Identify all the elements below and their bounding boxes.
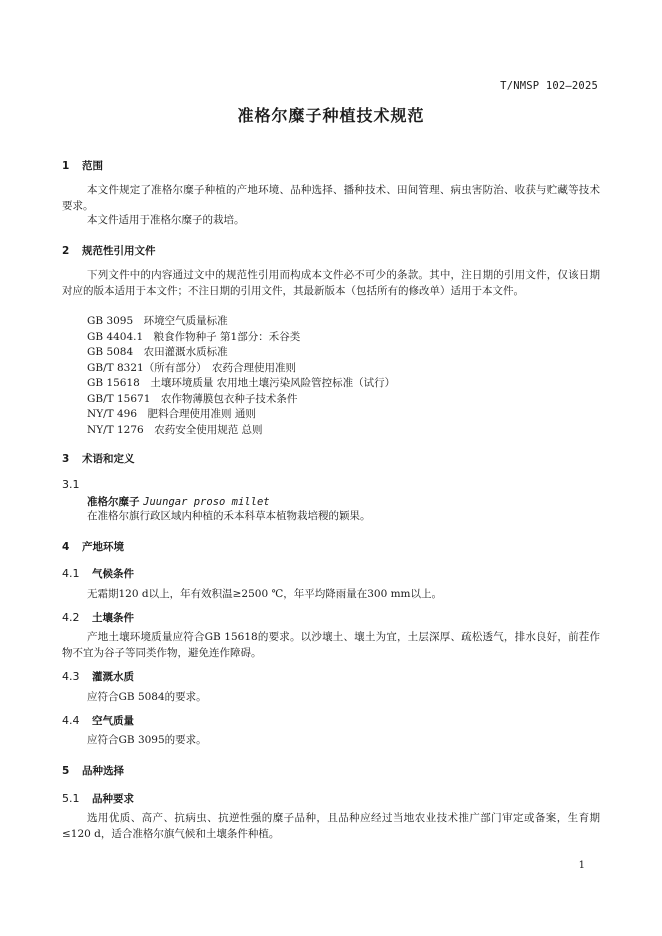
section-number: 1 (62, 160, 70, 172)
section-1-paragraph-1: 本文件规定了准格尔糜子种植的产地环境、品种选择、播种技术、田间管理、病虫害防治、收获与贮藏等技术要求。 (62, 184, 600, 212)
subsection-title: 气候条件 (92, 568, 134, 580)
section-number: 4 (62, 541, 70, 553)
subsection-4-1-heading (62, 566, 134, 581)
section-title: 规范性引用文件 (82, 245, 156, 257)
subsection-title: 灌溉水质 (92, 671, 134, 683)
page-number: 1 (578, 860, 585, 871)
subsection-4-3-paragraph: 应符合GB 5084的要求。 (87, 691, 207, 703)
reference-item: NY/T 496 肥料合理使用准则 通则 (87, 408, 256, 420)
section-title: 术语和定义 (82, 453, 135, 465)
subsection-number: 4.1 (62, 567, 80, 580)
section-number: 3 (62, 453, 70, 465)
subsection-4-3-heading (62, 669, 134, 684)
section-4-heading (62, 539, 124, 554)
subsection-title: 空气质量 (92, 715, 134, 727)
term-number: 3.1 (62, 478, 80, 491)
reference-item: NY/T 1276 农药安全使用规范 总则 (87, 424, 263, 436)
section-title: 范围 (82, 160, 103, 172)
subsection-number: 4.3 (62, 670, 80, 683)
section-3-heading (62, 451, 135, 466)
section-title: 品种选择 (82, 765, 124, 777)
document-title: 准格尔糜子种植技术规范 (237, 106, 425, 125)
subsection-title: 土壤条件 (92, 612, 134, 624)
subsection-number: 4.4 (62, 714, 80, 727)
section-1-paragraph-2: 本文件适用于准格尔糜子的栽培。 (87, 214, 245, 226)
reference-item: GB 4404.1 粮食作物种子 第1部分：禾谷类 (87, 331, 301, 343)
subsection-5-1-heading (62, 791, 134, 806)
subsection-number: 5.1 (62, 792, 80, 805)
standard-number: T/NMSP 102—2025 (500, 80, 598, 92)
term-english: Juungar proso millet (143, 496, 270, 508)
subsection-4-2-paragraph: 产地土壤环境质量应符合GB 15618的要求。以沙壤土、壤土为宜，土层深厚、疏松透气，排水良好，前茬作物不宜为谷子等同类作物，避免连作障碍。 (62, 631, 600, 659)
subsection-4-2-heading (62, 610, 134, 625)
section-5-heading (62, 763, 124, 778)
term-definition: 在准格尔旗行政区域内种植的禾本科草本植物栽培稷的颖果。 (87, 510, 371, 522)
section-1-heading (62, 158, 103, 173)
reference-item: GB/T 15671 农作物薄膜包衣种子技术条件 (87, 393, 298, 405)
section-2-paragraph-1: 下列文件中的内容通过文中的规范性引用而构成本文件必不可少的条款。其中，注日期的引用文件，仅该日期对应的版本适用于本文件；不注日期的引用文件，其最新版本（包括所有的修改单）适用于本文件。 (62, 269, 600, 297)
reference-item: GB 3095 环境空气质量标准 (87, 315, 228, 327)
reference-item: GB 5084 农田灌溉水质标准 (87, 346, 228, 358)
subsection-number: 4.2 (62, 611, 80, 624)
section-title: 产地环境 (82, 541, 124, 553)
section-number: 2 (62, 245, 70, 257)
subsection-4-1-paragraph: 无霜期120 d以上，年有效积温≥2500 ℃，年平均降雨量在300 mm以上。 (87, 588, 442, 600)
reference-item: GB/T 8321（所有部分） 农药合理使用准则 (87, 362, 296, 374)
subsection-title: 品种要求 (92, 793, 134, 805)
subsection-4-4-heading (62, 713, 134, 728)
term-chinese: 准格尔糜子 (87, 496, 140, 508)
section-2-heading (62, 243, 156, 258)
reference-item: GB 15618 土壤环境质量 农用地土壤污染风险管控标准（试行） (87, 377, 396, 389)
subsection-4-4-paragraph: 应符合GB 3095的要求。 (87, 734, 207, 746)
term-entry (87, 494, 270, 509)
subsection-5-1-paragraph: 选用优质、高产、抗病虫、抗逆性强的糜子品种，且品种应经过当地农业技术推广部门审定或备案，生育期≤120 d，适合准格尔旗气候和土壤条件种植。 (62, 812, 600, 840)
section-number: 5 (62, 765, 70, 777)
